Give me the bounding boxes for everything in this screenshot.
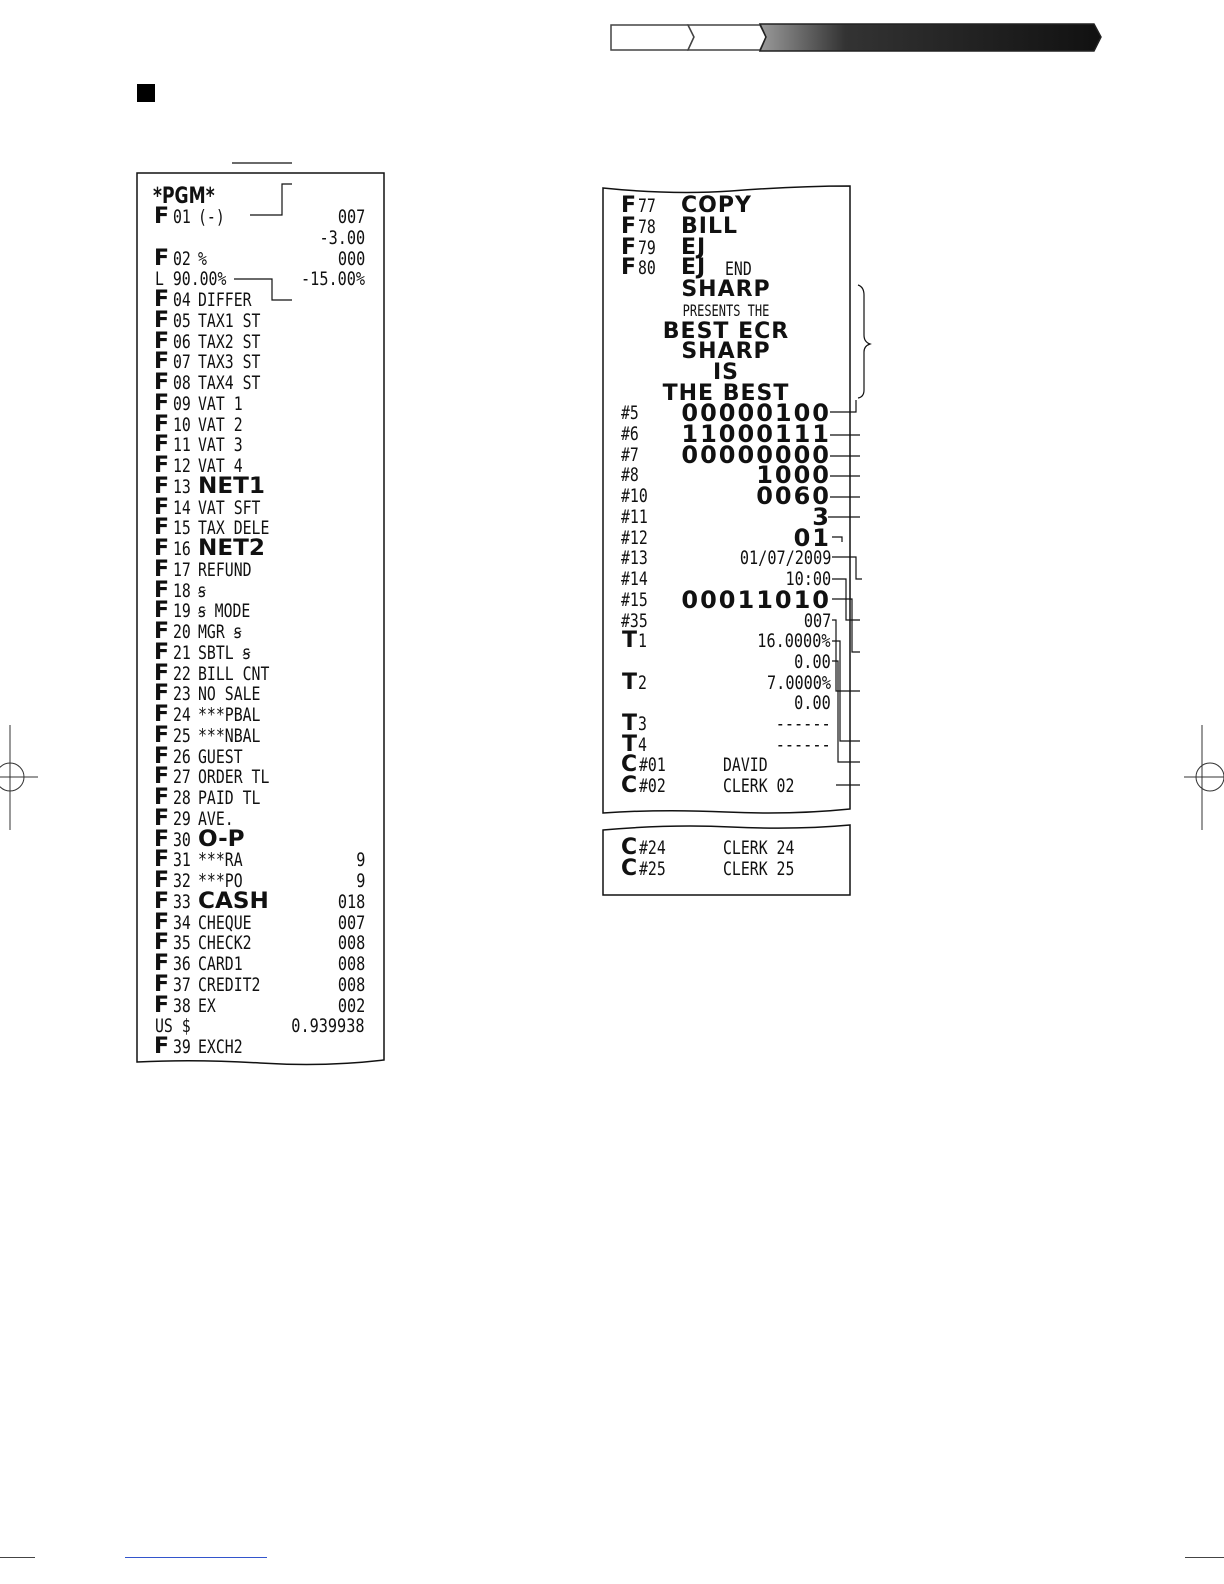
function-code: 38 — [173, 994, 191, 1017]
function-code: 30 — [173, 828, 191, 851]
function-code: 32 — [173, 870, 191, 892]
function-prefix: F — [154, 1034, 170, 1059]
clerk-row — [601, 772, 856, 798]
function-code: 07 — [173, 351, 191, 374]
tax-number: 3 — [638, 713, 647, 735]
tax-value: 16.0000% — [757, 630, 831, 652]
function-code: 14 — [173, 496, 191, 519]
function-code: 15 — [173, 517, 191, 540]
row-label: US $ — [155, 1015, 191, 1038]
tax-number: 2 — [638, 671, 647, 694]
tax-value: ------ — [776, 733, 831, 756]
function-prefix: F — [154, 951, 170, 976]
setting-row — [601, 523, 856, 552]
function-prefix: F — [154, 370, 170, 395]
row-value: 007 — [337, 206, 365, 228]
function-code: 17 — [173, 558, 191, 581]
setting-value: 0060 — [756, 482, 831, 510]
row-label: L 90.00% — [155, 268, 227, 291]
function-name: BILL CNT — [198, 662, 270, 685]
function-prefix: F — [154, 556, 170, 582]
function-code: 77 — [638, 195, 656, 217]
function-code: 25 — [173, 724, 191, 747]
clerk-prefix: C — [621, 772, 638, 798]
function-prefix: F — [154, 536, 170, 561]
function-prefix: F — [154, 349, 170, 375]
message-line: SHARP — [681, 339, 771, 365]
function-code: 79 — [638, 236, 656, 259]
receipt-row — [601, 234, 856, 260]
setting-value: 00000000 — [681, 440, 831, 469]
function-prefix: F — [154, 639, 170, 665]
crop-mark-left — [0, 725, 40, 835]
function-name: VAT SFT — [198, 496, 261, 519]
tax-prefix: T — [622, 628, 638, 653]
receipt-title: *PGM* — [153, 184, 215, 209]
tax-row — [601, 669, 856, 695]
function-prefix: F — [621, 213, 637, 239]
function-code: 31 — [173, 849, 191, 872]
function-code: 16 — [173, 538, 191, 560]
function-prefix: F — [154, 390, 170, 416]
function-name: ***NBAL — [198, 724, 261, 747]
message-line: PRESENTS THE — [682, 300, 770, 320]
tax-prefix: T — [622, 711, 638, 736]
message-line: SHARP — [681, 277, 771, 302]
function-prefix: F — [154, 764, 170, 790]
function-code: 80 — [638, 257, 656, 280]
setting-value: 11000111 — [681, 419, 831, 448]
function-code: 22 — [173, 662, 191, 685]
crop-line-bottom-right — [1185, 1557, 1224, 1558]
row-value: 008 — [337, 973, 365, 996]
function-prefix: F — [154, 287, 170, 312]
function-name: PAID TL — [198, 787, 261, 809]
function-name: MGR ꞩ — [198, 621, 242, 643]
function-code: 19 — [173, 600, 191, 623]
setting-value: 007 — [803, 609, 831, 632]
function-prefix: F — [621, 193, 637, 218]
function-name: CREDIT2 — [198, 973, 261, 996]
right-receipt — [601, 183, 856, 818]
tax-prefix: T — [622, 731, 638, 757]
function-name: DIFFER — [198, 289, 252, 311]
function-prefix: F — [621, 255, 637, 281]
tax-value: 7.0000% — [766, 671, 831, 694]
row-value: 0.939938 — [291, 1015, 365, 1038]
function-code: 20 — [173, 621, 191, 643]
function-name: ORDER TL — [198, 766, 270, 789]
function-name: NET2 — [198, 536, 265, 561]
setting-label: #7 — [621, 443, 639, 466]
function-prefix: F — [154, 888, 170, 914]
section-bullet-square — [137, 84, 155, 102]
function-prefix: F — [154, 805, 170, 831]
tax-row — [601, 652, 856, 673]
function-code: 13 — [173, 475, 191, 498]
function-name: CHECK2 — [198, 932, 252, 955]
right-receipt-continued — [601, 822, 856, 898]
function-name: ꞩ MODE — [198, 600, 251, 623]
function-prefix: F — [154, 453, 170, 478]
function-code: 36 — [173, 953, 191, 975]
function-code: 37 — [173, 973, 191, 996]
function-prefix: F — [154, 515, 170, 541]
function-name: GUEST — [198, 745, 243, 768]
function-name: NO SALE — [198, 683, 261, 706]
crop-line-bottom-left — [0, 1557, 35, 1558]
function-prefix: F — [154, 785, 170, 810]
message-line: BEST ECR — [662, 318, 790, 344]
function-name: % — [198, 247, 207, 270]
function-prefix: F — [154, 411, 170, 437]
function-prefix: F — [621, 234, 637, 260]
function-name: EX — [198, 994, 216, 1017]
function-prefix: F — [154, 868, 170, 893]
function-name: CARD1 — [198, 953, 243, 975]
setting-label: #5 — [621, 402, 639, 424]
receipt-row — [601, 213, 856, 239]
function-prefix: F — [154, 743, 170, 769]
tax-prefix: T — [622, 669, 638, 695]
clerk-name: CLERK 24 — [723, 837, 795, 859]
function-name: ***RA — [198, 849, 243, 872]
function-code: 26 — [173, 745, 191, 768]
clerk-number: #01 — [639, 754, 666, 776]
clerk-prefix: C — [621, 855, 638, 881]
function-prefix: F — [154, 909, 170, 935]
function-prefix: F — [154, 494, 170, 520]
function-name: (-) — [198, 206, 225, 228]
setting-label: #12 — [621, 526, 648, 549]
function-name: O-P — [198, 826, 245, 852]
function-prefix: F — [154, 702, 170, 727]
row-value: 9 — [355, 870, 365, 892]
setting-label: #15 — [621, 588, 648, 611]
clerk-row — [601, 752, 856, 777]
function-name: ***PO — [198, 870, 243, 892]
function-name: BILL — [681, 213, 738, 239]
function-name: TAX4 ST — [198, 372, 261, 394]
function-name: EJ — [681, 255, 707, 281]
function-name: TAX1 ST — [198, 309, 261, 332]
function-prefix: F — [154, 432, 170, 458]
function-prefix: F — [154, 681, 170, 707]
function-name: EXCH2 — [198, 1036, 243, 1058]
clerk-row — [601, 835, 856, 860]
row-value: -3.00 — [319, 226, 365, 249]
function-prefix: F — [154, 971, 170, 997]
function-code: 01 — [173, 206, 191, 228]
message-line: THE BEST — [662, 380, 790, 406]
function-name: SBTL ꞩ — [198, 641, 251, 664]
row-value: 9 — [355, 849, 365, 872]
tax-number: 4 — [638, 733, 647, 756]
clerk-name: CLERK 25 — [723, 857, 795, 880]
function-code: 06 — [173, 330, 191, 353]
row-value: 018 — [337, 890, 365, 913]
function-code: 12 — [173, 455, 191, 477]
row-value: 008 — [337, 932, 365, 955]
setting-value: 00011010 — [681, 585, 831, 614]
setting-row — [601, 548, 856, 569]
function-prefix: F — [154, 847, 170, 873]
function-name: CHEQUE — [198, 911, 252, 934]
clerk-prefix: C — [621, 835, 638, 860]
setting-label: #11 — [621, 505, 648, 528]
function-code: 18 — [173, 579, 191, 602]
function-prefix: F — [154, 473, 170, 499]
function-name: VAT 4 — [198, 455, 243, 477]
clerk-number: #24 — [639, 837, 666, 859]
setting-value: 01 — [793, 523, 831, 552]
setting-label: #6 — [621, 422, 639, 445]
function-prefix: F — [154, 660, 170, 686]
row-value: -15.00% — [300, 268, 365, 291]
row-value: 000 — [337, 247, 365, 270]
function-code: 28 — [173, 787, 191, 809]
setting-value: 1000 — [756, 461, 831, 490]
function-prefix: F — [154, 204, 170, 229]
function-code: 11 — [173, 434, 191, 457]
function-name: VAT 2 — [198, 413, 243, 436]
tax-row — [601, 711, 856, 736]
function-name: VAT 1 — [198, 392, 243, 415]
left-callout-lines — [232, 155, 292, 1055]
function-code: 23 — [173, 683, 191, 706]
function-prefix: F — [154, 992, 170, 1018]
right-callout-lines — [820, 0, 900, 820]
function-code: 09 — [173, 392, 191, 415]
tax-value: 0.00 — [794, 650, 831, 673]
setting-label: #8 — [621, 464, 639, 487]
function-prefix: F — [154, 307, 170, 333]
function-name: NET1 — [198, 473, 265, 499]
clerk-name: CLERK 02 — [723, 774, 795, 797]
function-name: TAX2 ST — [198, 330, 261, 353]
function-code: 39 — [173, 1036, 191, 1058]
function-code: 27 — [173, 766, 191, 789]
function-name: EJ — [681, 234, 707, 260]
row-value: 008 — [337, 953, 365, 975]
row-value: 007 — [337, 911, 365, 934]
setting-label: #13 — [621, 547, 648, 570]
function-prefix: F — [154, 826, 170, 852]
message-line: IS — [712, 360, 740, 385]
function-name: COPY — [681, 193, 752, 218]
function-prefix: F — [154, 328, 170, 354]
footer-link-underline — [125, 1557, 267, 1558]
clerk-row — [601, 855, 856, 881]
function-code: 34 — [173, 911, 191, 934]
crop-mark-right — [1184, 725, 1224, 835]
tax-row — [601, 693, 856, 714]
setting-label: #35 — [621, 609, 648, 632]
function-prefix: F — [154, 619, 170, 644]
function-code: 02 — [173, 247, 191, 270]
setting-value: 3 — [812, 502, 831, 531]
function-prefix: F — [154, 722, 170, 748]
function-prefix: F — [154, 598, 170, 624]
function-name: TAX DELE — [198, 517, 270, 540]
tax-number: 1 — [638, 630, 647, 652]
function-name: VAT 3 — [198, 434, 243, 457]
function-suffix: END — [725, 258, 752, 281]
function-prefix: F — [154, 245, 170, 271]
function-prefix: F — [154, 930, 170, 956]
function-code: 24 — [173, 704, 191, 726]
clerk-prefix: C — [621, 752, 638, 777]
clerk-number: #25 — [639, 857, 666, 880]
function-code: 10 — [173, 413, 191, 436]
clerk-name: DAVID — [723, 754, 768, 776]
function-code: 35 — [173, 932, 191, 955]
function-name: AVE. — [198, 807, 234, 830]
clerk-number: #02 — [639, 774, 666, 797]
tax-value: 0.00 — [794, 692, 831, 715]
function-name: CASH — [198, 888, 269, 914]
function-name: REFUND — [198, 558, 252, 581]
function-prefix: F — [154, 577, 170, 603]
setting-row — [601, 585, 856, 614]
setting-value: 00000100 — [681, 399, 831, 427]
function-name: ***PBAL — [198, 704, 261, 726]
function-code: 33 — [173, 890, 191, 913]
tax-row — [601, 731, 856, 757]
function-code: 78 — [638, 215, 656, 238]
function-code: 04 — [173, 289, 191, 311]
function-code: 29 — [173, 807, 191, 830]
setting-label: #14 — [621, 568, 648, 590]
function-name: ꞩ — [198, 579, 206, 602]
function-code: 05 — [173, 309, 191, 332]
setting-label: #10 — [621, 485, 648, 507]
tax-value: ------ — [776, 713, 831, 735]
setting-row — [601, 611, 856, 632]
tax-row — [601, 628, 856, 653]
setting-value: 01/07/2009 — [739, 547, 831, 570]
row-value: 002 — [337, 994, 365, 1017]
setting-value: 10:00 — [785, 568, 831, 590]
function-name: TAX3 ST — [198, 351, 261, 374]
function-code: 08 — [173, 372, 191, 394]
function-code: 21 — [173, 641, 191, 664]
